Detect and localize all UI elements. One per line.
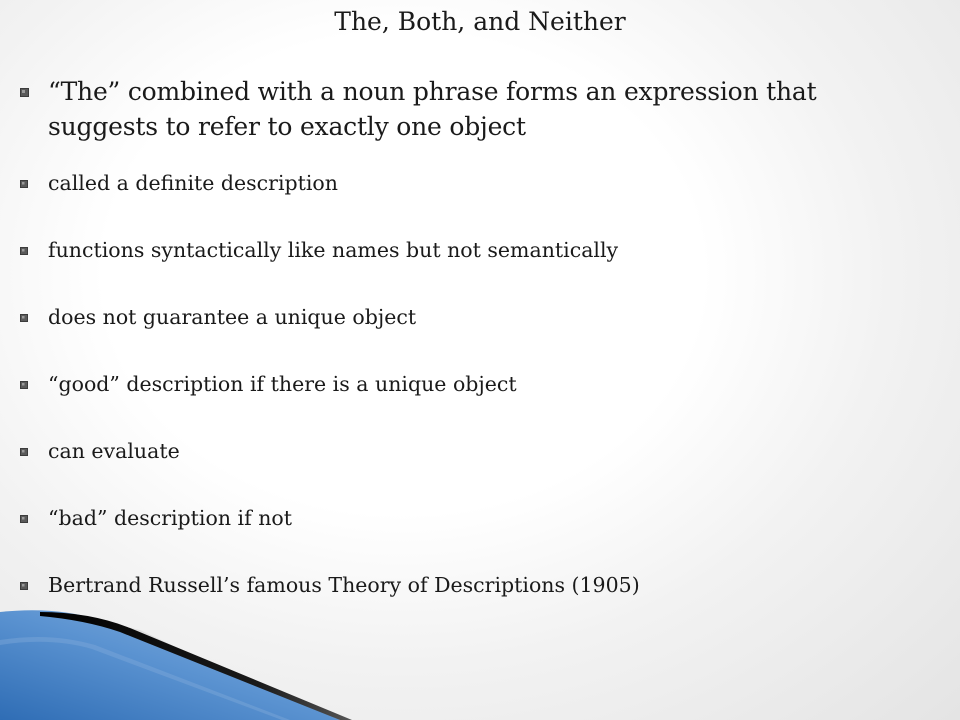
- slide-title: The, Both, and Neither: [334, 7, 626, 36]
- bullet-text: “The” combined with a noun phrase forms an expression that suggests to refer to exactly one object: [48, 77, 817, 141]
- bullet-text: Bertrand Russell’s famous Theory of Descriptions (1905): [48, 573, 640, 597]
- bullet-text: functions syntactically like names but not semantically: [48, 238, 619, 262]
- bullet-text: called a definite description: [48, 171, 338, 195]
- bullet-text: can evaluate: [48, 439, 180, 463]
- bullet-text: does not guarantee a unique object: [48, 305, 417, 329]
- bullet-text: “bad” description if not: [48, 506, 292, 530]
- bullet-text: “good” description if there is a unique object: [48, 372, 517, 396]
